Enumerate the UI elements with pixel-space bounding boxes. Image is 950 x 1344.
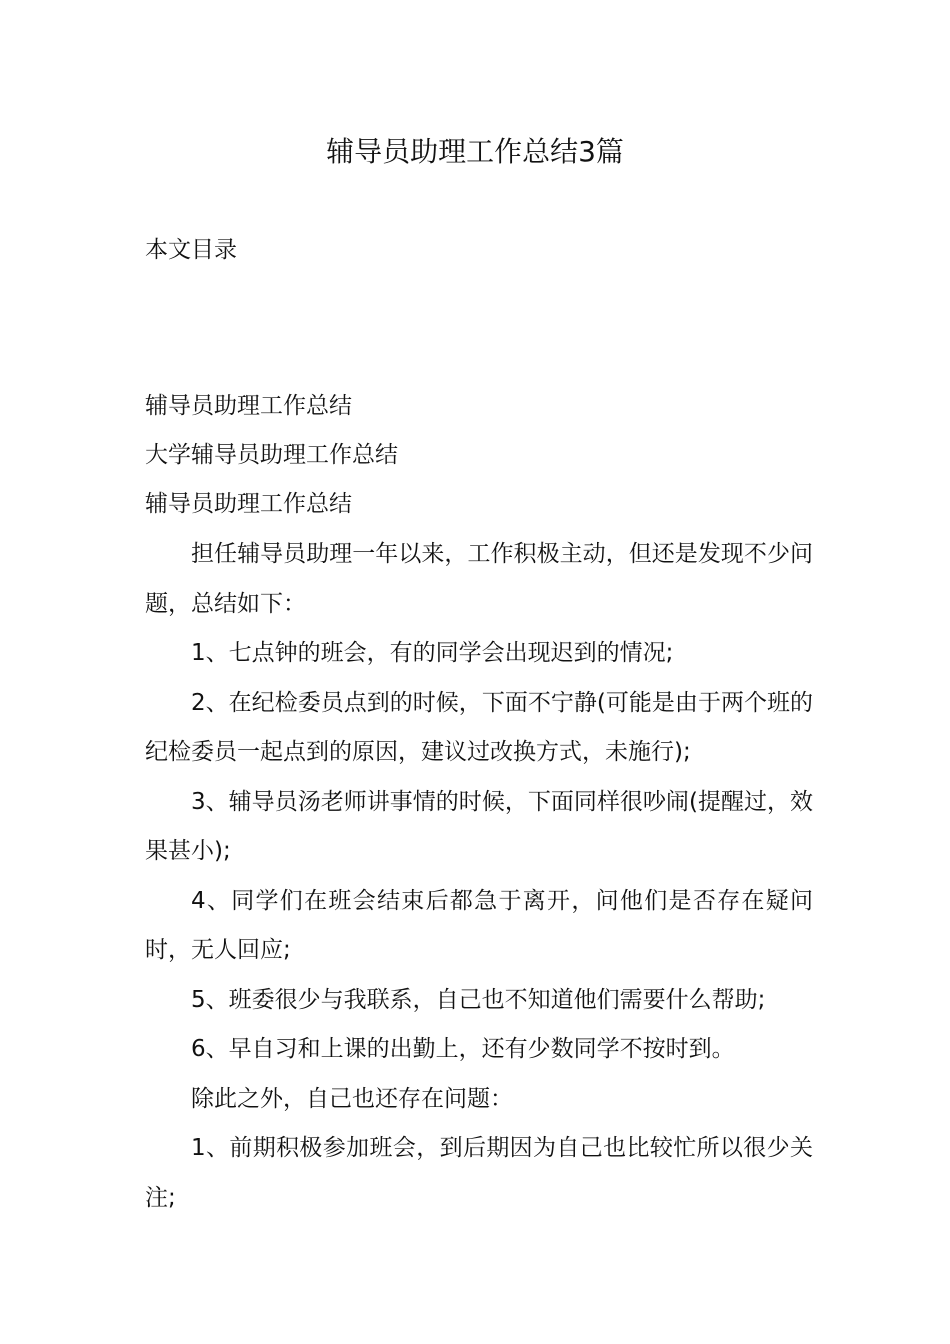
paragraph: 1、七点钟的班会，有的同学会出现迟到的情况; — [191, 640, 674, 666]
paragraph: 6、早自习和上课的出勤上，还有少数同学不按时到。 — [191, 1036, 735, 1062]
toc-item[interactable]: 辅导员助理工作总结 — [145, 393, 352, 419]
toc-label: 本文目录 — [145, 237, 237, 263]
paragraph: 5、班委很少与我联系，自己也不知道他们需要什么帮助; — [191, 986, 766, 1013]
paragraph: 1、前期积极参加班会，到后期因为自己也比较忙所以很少关注; — [145, 1135, 813, 1211]
paragraph: 除此之外，自己也还存在问题： — [191, 1085, 513, 1112]
paragraph: 担任辅导员助理一年以来，工作积极主动，但还是发现不少问题，总结如下： — [145, 541, 813, 617]
toc-item[interactable]: 大学辅导员助理工作总结 — [145, 442, 398, 468]
document-title: 辅导员助理工作总结3篇 — [326, 135, 624, 168]
table-of-contents — [145, 382, 825, 529]
document-body — [145, 530, 813, 1223]
toc-item[interactable]: 辅导员助理工作总结 — [145, 491, 352, 517]
paragraph: 2、在纪检委员点到的时候，下面不宁静(可能是由于两个班的纪检委员一起点到的原因，建议过改换方式，未施行); — [145, 689, 813, 765]
paragraph: 4、同学们在班会结束后都急于离开，问他们是否存在疑问时，无人回应; — [145, 887, 813, 963]
paragraph: 3、辅导员汤老师讲事情的时候，下面同样很吵闹(提醒过，效果甚小); — [145, 788, 813, 864]
